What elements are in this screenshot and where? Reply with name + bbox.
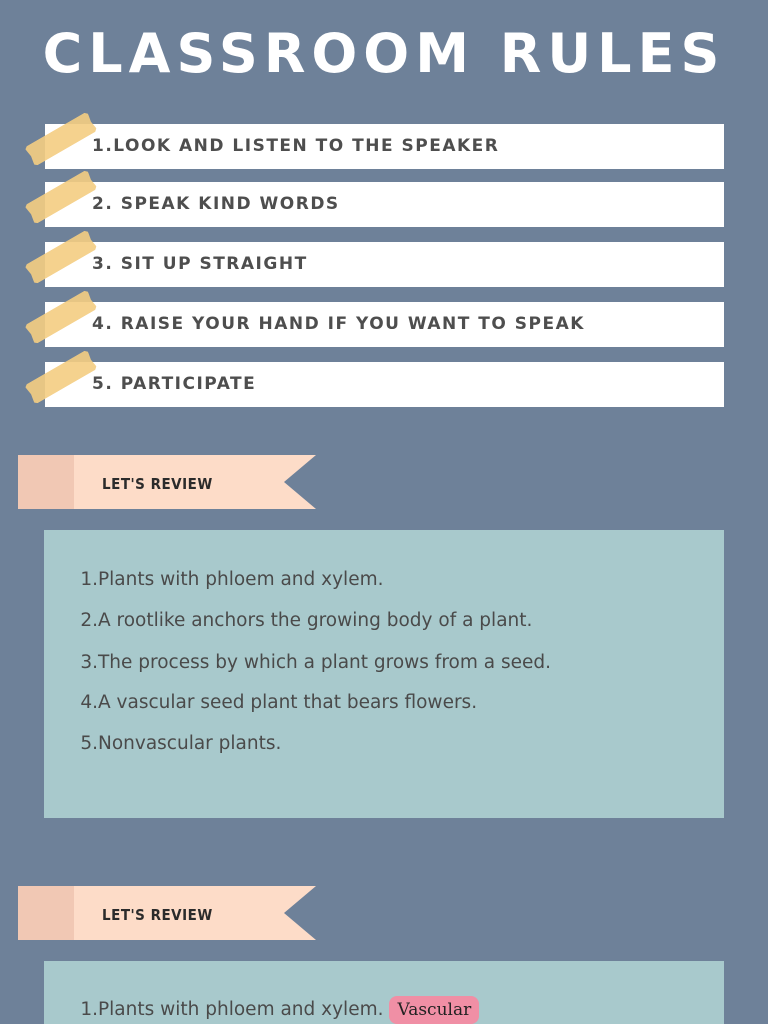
question-text: A vascular seed plant that bears flowers. (98, 692, 478, 713)
rule-item (45, 242, 724, 287)
rule-text: 2. SPEAK KIND WORDS (92, 194, 340, 214)
question-text: The process by which a plant grows from a seed. (98, 652, 551, 673)
question-text: Plants with phloem and xylem. (98, 569, 384, 590)
rule-text: 3. SIT UP STRAIGHT (92, 254, 308, 274)
question-item (80, 689, 477, 717)
rule-item (45, 124, 724, 169)
question-item (80, 730, 281, 758)
question-item (80, 649, 551, 677)
question-text: A rootlike anchors the growing body of a plant. (98, 610, 533, 631)
question-item (80, 607, 532, 635)
question-number: 1. (80, 999, 98, 1020)
review-label: LET'S REVIEW (102, 475, 213, 493)
review-box (44, 961, 724, 1024)
rule-text: 4. RAISE YOUR HAND IF YOU WANT TO SPEAK (92, 314, 585, 334)
rule-item (45, 182, 724, 227)
rule-item (45, 362, 724, 407)
page-title: CLASSROOM RULES (42, 22, 726, 85)
rule-item (45, 302, 724, 347)
question-number: 2. (80, 610, 98, 631)
question-text: Plants with phloem and xylem. (98, 999, 384, 1020)
question-number: 5. (80, 733, 98, 754)
question-item (80, 566, 383, 594)
answer-highlight: Vascular (389, 996, 479, 1024)
question-number: 4. (80, 692, 98, 713)
review-ribbon (18, 455, 316, 509)
question-number: 3. (80, 652, 98, 673)
question-number: 1. (80, 569, 98, 590)
rule-text: 1.LOOK AND LISTEN TO THE SPEAKER (92, 136, 500, 156)
review-ribbon (18, 886, 316, 940)
rule-text: 5. PARTICIPATE (92, 374, 257, 394)
question-item (80, 996, 479, 1024)
review-label: LET'S REVIEW (102, 906, 213, 924)
question-text: Nonvascular plants. (98, 733, 282, 754)
review-box (44, 530, 724, 818)
